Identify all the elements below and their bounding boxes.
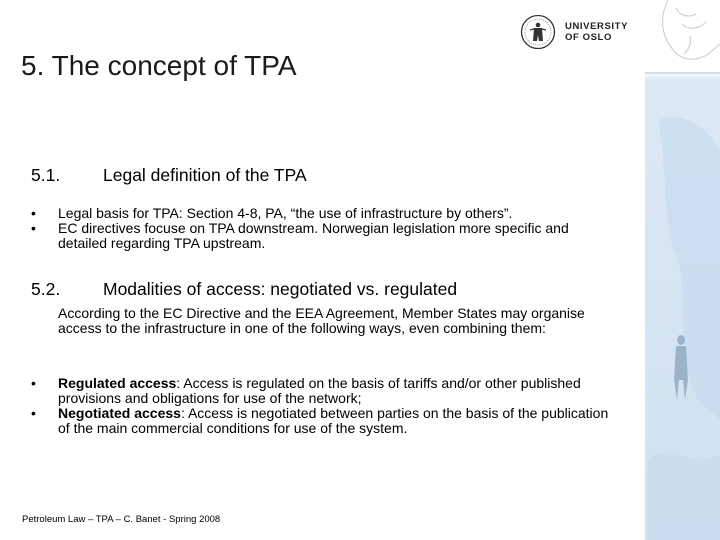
section-intro-paragraph: According to the EC Directive and the EEA Agreement, Member States may organise access to the infrastructure in one of the following ways, even combining them: <box>58 305 585 336</box>
list-item <box>31 376 618 406</box>
section-title: Legal definition of the TPA <box>103 165 307 185</box>
university-logo <box>520 14 628 50</box>
list-item <box>31 221 618 251</box>
list-item-text: EC directives focuse on TPA downstream. Norwegian legislation more specific and detailed regarding TPA upstream. <box>58 220 569 251</box>
section-heading-5-2 <box>31 279 457 300</box>
list-item-text: Regulated access: Access is regulated on the basis of tariffs and/or other published provisions and obligations for use of the network; <box>58 375 581 406</box>
term-negotiated-access: Negotiated access <box>58 405 181 421</box>
slide-footer: Petroleum Law – TPA – C. Banet - Spring 2008 <box>22 514 221 525</box>
section-number: 5.1. <box>31 165 61 185</box>
bullet-icon: • <box>31 205 36 221</box>
slide-title: 5. The concept of TPA <box>21 50 297 81</box>
bullet-icon: • <box>31 375 36 391</box>
section-heading-5-1 <box>31 165 307 186</box>
term-regulated-access: Regulated access <box>58 375 177 391</box>
university-name: UNIVERSITY OF OSLO <box>565 21 629 43</box>
bullet-list-5-2 <box>31 376 618 436</box>
bullet-icon: • <box>31 220 36 236</box>
list-item-text: Legal basis for TPA: Section 4-8, PA, “the use of infrastructure by others”. <box>58 205 513 221</box>
list-item-text: Negotiated access: Access is negotiated between parties on the basis of the publication of the main commercial conditions for use of the system. <box>58 405 609 436</box>
list-item <box>31 206 618 221</box>
statue-image <box>648 0 720 540</box>
list-item <box>31 406 618 436</box>
university-seal-icon <box>520 14 556 50</box>
bullet-icon: • <box>31 405 36 421</box>
section-title: Modalities of access: negotiated vs. regulated <box>103 279 458 299</box>
bullet-list-5-1 <box>31 206 618 251</box>
section-number: 5.2. <box>31 279 61 299</box>
